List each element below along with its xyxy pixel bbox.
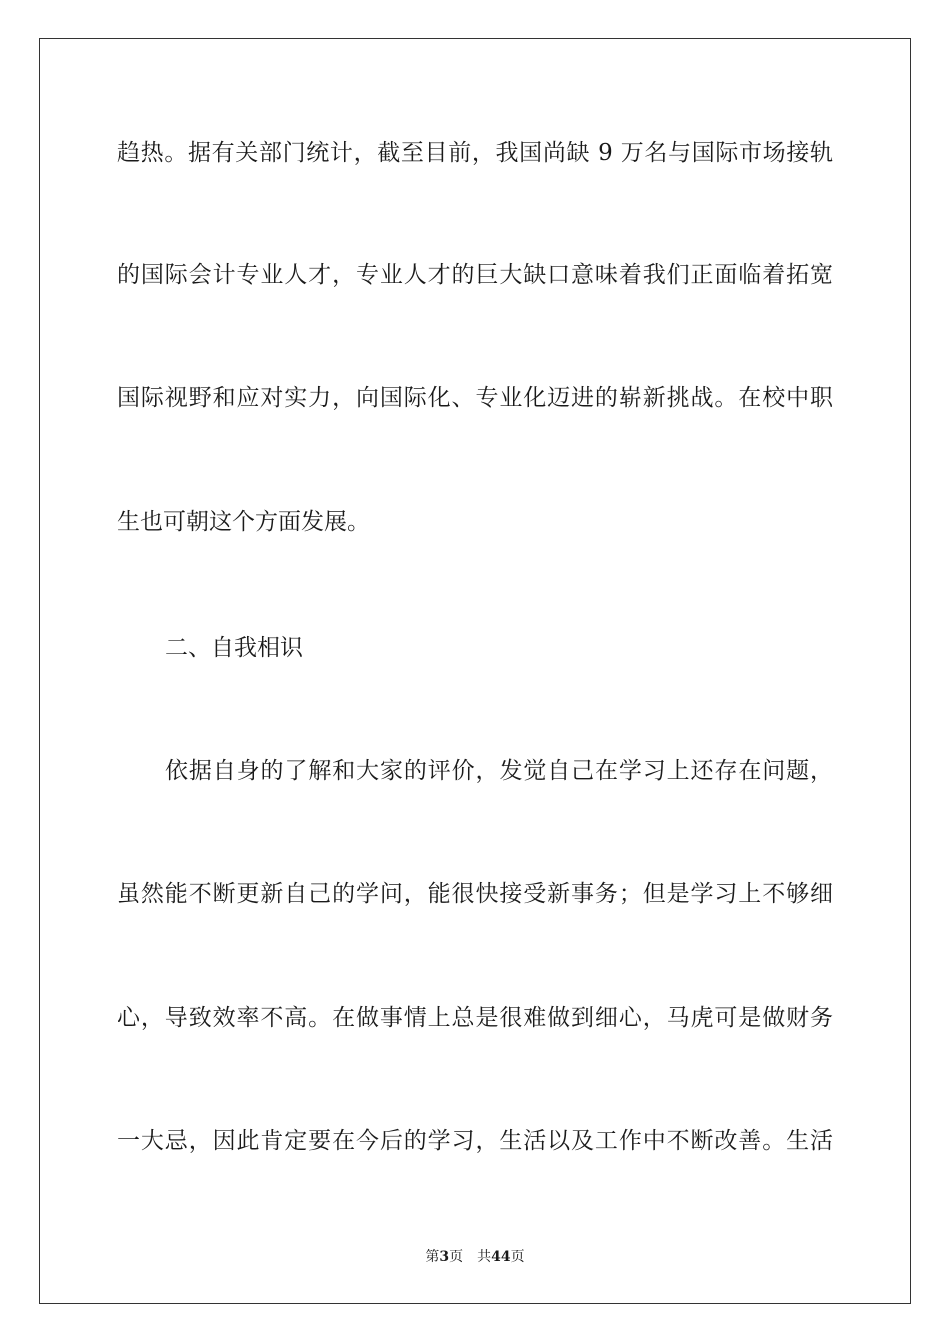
footer-total-prefix: 共 (477, 1249, 492, 1265)
body-line-9: 一大忌，因此肯定要在今后的学习，生活以及工作中不断改善。生活 (117, 1128, 833, 1154)
body-line-6: 依据自身的了解和大家的评价，发觉自己在学习上还存在问题， (165, 758, 833, 784)
footer-page-suffix: 页 (449, 1249, 464, 1265)
body-line-7: 虽然能不断更新自己的学问，能很快接受新事务；但是学习上不够细 (117, 881, 833, 907)
footer-page-current: 3 (439, 1249, 450, 1265)
body-line-3: 国际视野和应对实力，向国际化、专业化迈进的崭新挑战。在校中职 (117, 385, 833, 411)
body-line-8: 心，导致效率不高。在做事情上总是很难做到细心，马虎可是做财务 (117, 1005, 833, 1031)
page-footer (0, 1247, 950, 1267)
footer-page-prefix: 第 (425, 1249, 440, 1265)
body-line-2: 的国际会计专业人才，专业人才的巨大缺口意味着我们正面临着拓宽 (117, 262, 833, 288)
body-line-4: 生也可朝这个方面发展。 (117, 509, 370, 535)
section-heading: 二、自我相识 (165, 635, 303, 661)
footer-page-total: 44 (491, 1249, 511, 1265)
body-line-1: 趋热。据有关部门统计，截至目前，我国尚缺 9 万名与国际市场接轨 (117, 140, 833, 166)
footer-total-suffix: 页 (510, 1249, 525, 1265)
page-border (39, 38, 911, 1304)
